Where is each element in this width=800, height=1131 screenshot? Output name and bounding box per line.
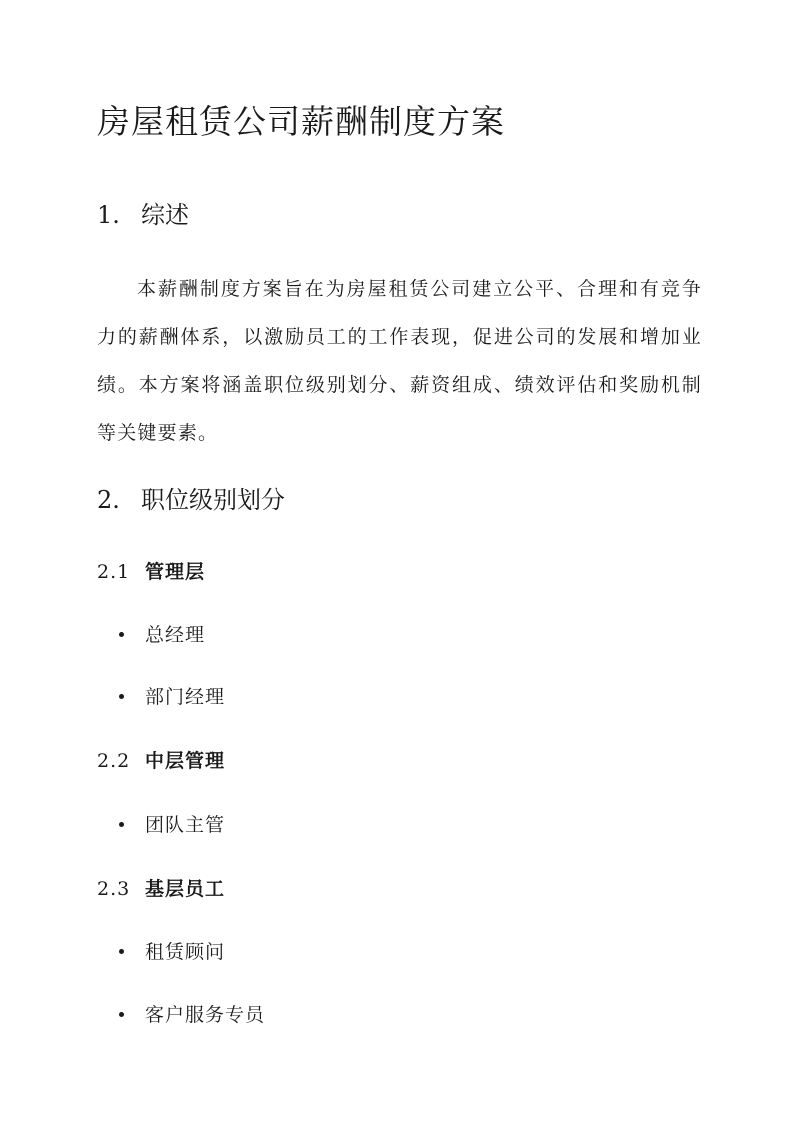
bullet-icon xyxy=(119,949,124,954)
section-heading-overview xyxy=(97,195,189,230)
section-number: 2. xyxy=(97,486,120,514)
subsection-title: 基层员工 xyxy=(145,878,226,900)
bullet-icon xyxy=(119,1012,124,1017)
subsection-title: 中层管理 xyxy=(145,750,226,772)
list-item-text: 总经理 xyxy=(145,624,206,646)
list-item-text: 客户服务专员 xyxy=(145,1004,266,1026)
subsection-heading-middle-management xyxy=(97,746,225,773)
list-item-text: 租赁顾问 xyxy=(145,941,226,963)
bullet-icon xyxy=(119,632,124,637)
list-item xyxy=(119,810,225,837)
document-title: 房屋租赁公司薪酬制度方案 xyxy=(97,102,505,141)
list-item-text: 团队主管 xyxy=(145,814,226,836)
section-title: 职位级别划分 xyxy=(141,486,285,514)
subsection-number: 2.1 xyxy=(97,561,131,583)
subsection-heading-management xyxy=(97,557,205,584)
section-title: 综述 xyxy=(141,201,189,229)
overview-paragraph: 本薪酬制度方案旨在为房屋租赁公司建立公平、合理和有竞争力的薪酬体系，以激励员工的工作表现，促进公司的发展和增加业绩。本方案将涵盖职位级别划分、薪资组成、绩效评估和奖励机制等关键要素。 xyxy=(97,278,702,444)
subsection-number: 2.3 xyxy=(97,878,131,900)
bullet-icon xyxy=(119,694,124,699)
list-item-text: 部门经理 xyxy=(145,686,226,708)
section-heading-job-levels xyxy=(97,480,285,515)
bullet-icon xyxy=(119,822,124,827)
list-item xyxy=(119,1000,265,1027)
subsection-title: 管理层 xyxy=(145,561,206,583)
list-item xyxy=(119,620,205,647)
list-item xyxy=(119,937,225,964)
subsection-heading-staff xyxy=(97,874,225,901)
subsection-number: 2.2 xyxy=(97,750,131,772)
section-number: 1. xyxy=(97,201,120,229)
list-item xyxy=(119,682,225,709)
